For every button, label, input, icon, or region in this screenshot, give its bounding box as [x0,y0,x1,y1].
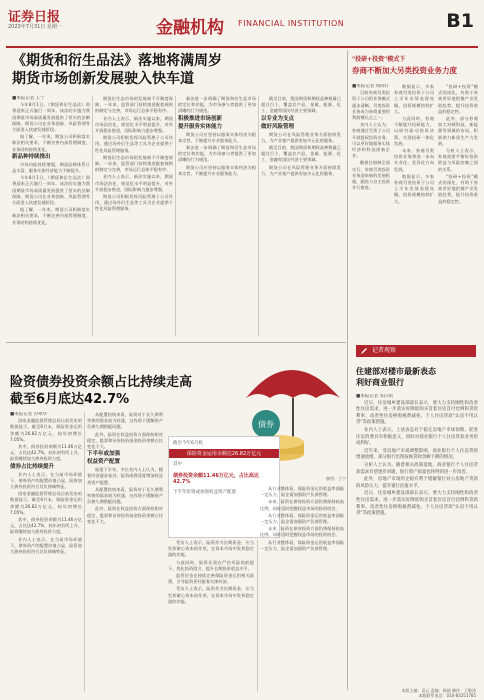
paragraph: 近日，住房城乡建设部部长表示，要大力支持刚性和改善性住房需求，进一步落实好降低购买首套住房首付比例和贷款利率、改善性住房换购税费减免、个人住房贷款"认房不用认贷"等政策措施。 [356,491,478,517]
footer-editors: 本版主编：袁元 责编：杨丽 制作：王敬涛 [401,688,476,693]
paragraph: 监管层也在持续完善保险资金运用相关政策，引导险资更好服务实体经济。 [168,573,254,585]
column-tag [356,345,476,357]
notes-byline: ■本报记者 苏向杲 [356,394,394,399]
paragraph: 未来，险资在债券投资方面仍将保持较高比例，同时适时把握权益市场的投资机会。 [260,499,344,511]
right-article-column-1 [352,84,390,334]
section-divider [347,50,348,690]
paragraph: 今年8月1日，《期货和衍生品法》即将迎来正式施行一周年。该法的实施为我国期货市场高质量发展提供了坚实的法制保障，期货公司在业务创新、风险管理等方面进入快速发展阶段。 [12,175,90,206]
paragraph: 据了解，一年来，期货公司积极落实新法相关要求，不断完善内部管理制度，业务结构持续优化。 [12,207,90,225]
paragraph: 未来，险资在债券投资方面仍将保持较高比例，同时适时把握权益市场的投资机会。 [260,526,344,538]
paragraph: 从配置结构来看，险资对于长久期利率债的需求较为旺盛，这有助于缓解资产负债久期错配问题。 [87,486,163,505]
paragraph: 期货衍生品市场的发展离不开制度保障，一年来，监管部门持续推进配套规则的制定与完善，市场运行总体平稳有序。 [95,154,173,173]
paragraph: 从行业整体看，保险资金运用收益率面临一定压力，险企需加强资产负债管理。 [260,486,344,498]
paragraph: 业内人士表示，新法实施以来，期货市场法治化、规范化水平明显提升，对外开放稳步推进，国际影响力逐步增强。 [95,115,173,134]
paragraph: 据了解，一年来，期货公司积极落实新法相关要求，不断完善内部管理制度，业务结构持续优化。 [12,134,90,152]
right-article-kicker: "投研+投资"模式下 [352,56,406,63]
column-divider [92,96,93,336]
article2-column-2 [87,412,163,692]
paragraph: 国家金融监督管理总局日前发布的数据显示，截至6月末，保险资金运用余额为26.82万亿元，较年初增长7.05%。 [10,418,82,442]
paragraph: 期货公司在风险管理业务方面持续发力，为产业客户提供更加多元化的服务。 [261,164,341,176]
paragraph: 新法进一步明确了期货和衍生品市场的定位和功能，为市场参与者提供了更加清晰的行为规范。 [178,96,256,114]
notes-headline-line1: 住建部对楼市最新表态 [356,367,436,376]
issue-date: 2023年7月31日 星期一 [8,24,62,30]
page-number: B1 [446,10,474,32]
infobox-line: 其中 [173,462,182,467]
column-tag-label: 记者观察 [372,347,397,354]
paragraph: "投研+投资"模式的深化，有助于券商更好地把握产业发展趋势，提升投资收益的稳定性。 [438,173,478,204]
infobox-footnote: 下半年险资或加强权益资产配置 [173,490,236,495]
column-divider [258,96,259,336]
subheading: 提升服务实体能力 [178,123,223,130]
paragraph: 业内人士表示，上述表态对于稳定房地产市场预期、促进住房消费具有积极意义，同时对商业银行个人住房贷款业务形成利好。 [356,427,478,447]
paragraph: 目前券商另类投资子公司的业务模式逐步清晰，另类投资业务成为券商重要的利润增长点之一。 [352,90,390,121]
paragraph: 分析人士认为，随着相关政策落地，商业银行个人住房贷款需求有望逐步回暖，银行资产质量也将得到进一步改善。 [356,462,478,475]
subheading: 做好风险管理 [261,123,295,130]
paragraph: 此外，险资在权益投资方面保持相对稳定，股票和证券投资基金投资余额占比变化不大。 [87,431,163,450]
page-footer [401,688,476,698]
paragraph: 未来，券商另类投资业务将进一步向专业化、差异化方向发展。 [394,148,434,172]
paragraph: 从行业整体看，保险资金运用收益率面临一定压力，险企需加强资产负债管理。 [260,539,344,551]
paragraph: 此外，险资在权益投资方面保持相对稳定，股票和证券投资基金投资余额占比变化不大。 [87,506,163,524]
illustration-caption: 制图：王宁 [326,476,346,481]
paragraph: 从行业整体看，保险资金运用收益率面临一定压力，险企需加强资产负债管理。 [260,512,344,525]
subheading: 以专业为支点 [261,115,295,122]
paragraph: 从配置结构来看，险资对于长久期利率债的需求较为旺盛，这有助于缓解资产负债久期错配问题。 [87,412,163,430]
paper-name: 证券日报 [8,10,61,25]
paragraph: 期货公司在风险管理业务方面持续发力，为产业客户提供更加多元化的服务。 [261,131,341,143]
paragraph: 市场功能持续增强，期货品种体系日益丰富，服务实体经济能力不断提升。 [12,161,90,174]
article1-column-1 [12,96,90,336]
paragraph: 期货公司应坚持以服务实体经济为根本宗旨，不断提升专业服务能力。 [178,164,256,176]
paragraph: 业内人士表示，在当前市场环境下，债券资产的配置价值凸显，险资加大债券投资符合其负债端特征。 [10,471,82,490]
subheading: 下半年或加强 [87,451,121,458]
subheading: 债券占比持续提升 [10,463,55,470]
masthead [6,4,478,48]
paragraph: 期货衍生品市场的发展离不开制度保障，一年来，监管部门持续推进配套规则的制定与完善，市场运行总体平稳有序。 [95,96,173,114]
column-divider [84,412,85,692]
article2-byline: ■本报记者 冷翠华 [10,412,48,417]
article1-headline-line2: 期货市场创新发展驶入快车道 [12,71,194,87]
infobox-highlight: 保险资金运用余额达26.82万亿元 [169,449,279,458]
paragraph: 近年来，受房地产市场调整影响，商业银行个人住房贷款增速放缓，部分银行出现按揭贷款余额下降的情况。 [356,448,478,461]
paragraph: 此外，房地产市场的企稳有利于缓解银行对公房地产贷款的风险压力，提升银行估值水平。 [356,477,478,489]
paragraph: 此外，部分券商加大对硬科技、新能源等领域的布局，积极助力新质生产力发展。 [438,116,478,146]
article2-headline-line2: 截至6月底达42.7% [10,392,130,407]
paragraph: 业内人士表示，新法实施以来，期货市场法治化、规范化水平明显提升，对外开放稳步推进，国际影响力逐步增强。 [95,174,173,192]
right-article-title: 券商不断加大另类投资业务力度 [352,66,457,75]
article1-headline[interactable] [12,52,312,88]
paragraph: 期货公司应坚持以服务实体经济为根本宗旨，不断提升专业服务能力。 [178,131,256,143]
paragraph: 新法进一步明确了期货和衍生品市场的定位和功能，为市场参与者提供了更加清晰的行为规范。 [178,145,256,163]
article1-byline: ■本报记者 王宁 [12,96,45,101]
section-divider-horizontal [6,342,346,343]
paragraph: 其中，债券投资余额为11.46万亿元，占比达42.7%，较年初有所上升，险资继续加大债券投资力度。 [10,444,82,462]
section-title: 金融机构 [156,18,224,38]
right-article-column-2 [394,84,434,334]
paragraph: 截至目前，我国期货和期权品种数量已超过百个，覆盖农产品、金属、能源、化工、金融等国民经济主要领域。 [261,145,341,163]
paragraph: 与此同时，险资还需在严控风险的前提下，优化投资组合，提升长期投资收益水平。 [168,559,254,571]
subheading: 积极推进市场创新 [178,115,223,122]
paragraph: 期货公司积极发挥风险管理子公司作用，通过场外衍生品等工具为企业提供个性化风险管理服务。 [95,135,173,153]
article1-column-3 [178,96,256,336]
paragraph: 业内人士表示，在当前市场环境下，债券资产的配置价值凸显，险资加大债券投资符合其负债端特征。 [10,536,82,555]
section-title-en: FINANCIAL INSTITUTION [238,19,345,28]
paragraph: 分析人士表示，券商需要平衡好投资收益与风险控制之间的关系。 [438,148,478,172]
right-article-column-3 [438,84,478,334]
subheading: 新品种持续推出 [12,153,51,160]
paragraph: 今年8月1日，《期货和衍生品法》即将迎来正式施行一周年。该法的实施为我国期货市场高质量发展提供了坚实的法制保障，期货公司在业务创新、风险管理等方面进入快速发展阶段。 [12,102,90,133]
right-article-byline: ■本报记者 周尚仔 [352,84,390,89]
subheading: 权益资产配置 [87,459,121,466]
umbrella-icon [246,370,340,398]
paragraph: 业内人士认为，券商通过另类子公司开展股权投资业务，可以更好地服务实体经济和科技创新企业。 [352,122,390,159]
bond-coin-label: 债券 [258,420,274,429]
article2-column-1 [10,412,82,692]
notes-body [356,394,478,684]
infobox-lead: 截至今年6月底 [173,441,203,446]
paragraph: 与此同时，券商不断提升投研能力，以研究驱动投资决策，实现投研一体化发展。 [394,116,434,146]
article2-column-3 [168,540,254,692]
paragraph: 近日，住房城乡建设部部长表示，要大力支持刚性和改善性住房需求，进一步落实好降低购买首套住房首付比例和贷款利率、改善性住房换购税费减免、个人住房贷款"认房不用认贷"等政策措施。 [356,400,478,426]
paragraph: 国家金融监督管理总局日前发布的数据显示，截至6月末，保险资金运用余额为26.82万亿元，较年初增长7.05%。 [10,491,82,515]
notes-headline-line2: 利好商业银行 [356,378,404,387]
right-article-headline[interactable] [352,54,476,76]
article1-column-2 [95,96,173,336]
notes-headline[interactable] [356,366,476,388]
infobox-stat: 债券投资余额11.46万亿元，占比高达42.7% [173,473,259,485]
column-divider [257,540,258,692]
paragraph: 展望下半年，多位业内人士认为，随着经济逐步复苏，险资或将适度增加权益类资产配置。 [87,467,163,485]
paragraph: 随着注册制全面实行，券商另类投资业务迎来新的发展机遇，跟投与自主投资并行推进。 [352,160,390,191]
footer-phone: 本版联系电话：010-83251785 [418,693,476,698]
paragraph: 数据显示，多家券商另类投资子公司上半年业绩表现亮眼，投资规模持续扩大。 [394,173,434,204]
paragraph: 其中，债券投资余额为11.46万亿元，占比达42.7%，较年初有所上升，险资继续加大债券投资力度。 [10,517,82,535]
column-divider [175,96,176,336]
paragraph: 期货公司积极发挥风险管理子公司作用，通过场外衍生品等工具为企业提供个性化风险管理服务。 [95,194,173,212]
pen-icon [360,347,368,355]
article2-headline-line1: 险资债券投资余额占比持续走高 [10,375,193,390]
paragraph: 受访人士表示，险资作为长期资金，应当发挥耐心资本的作用，在资本市场中发挥稳定器的功能。 [168,540,254,558]
paragraph: 截至目前，我国期货和期权品种数量已超过百个，覆盖农产品、金属、能源、化工、金融等国民经济主要领域。 [261,96,341,114]
paragraph: 数据显示，多家券商另类投资子公司上半年业绩表现亮眼，投资规模持续扩大。 [394,84,434,114]
paragraph: "投研+投资"模式的深化，有助于券商更好地把握产业发展趋势，提升投资收益的稳定性。 [438,84,478,114]
paragraph: 受访人士表示，险资作为长期资金，应当发挥耐心资本的作用，在资本市场中发挥稳定器的功能。 [168,586,254,604]
article1-column-4 [261,96,341,336]
article2-column-4 [260,486,344,692]
article1-headline-line1: 《期货和衍生品法》落地将满周岁 [12,53,222,69]
